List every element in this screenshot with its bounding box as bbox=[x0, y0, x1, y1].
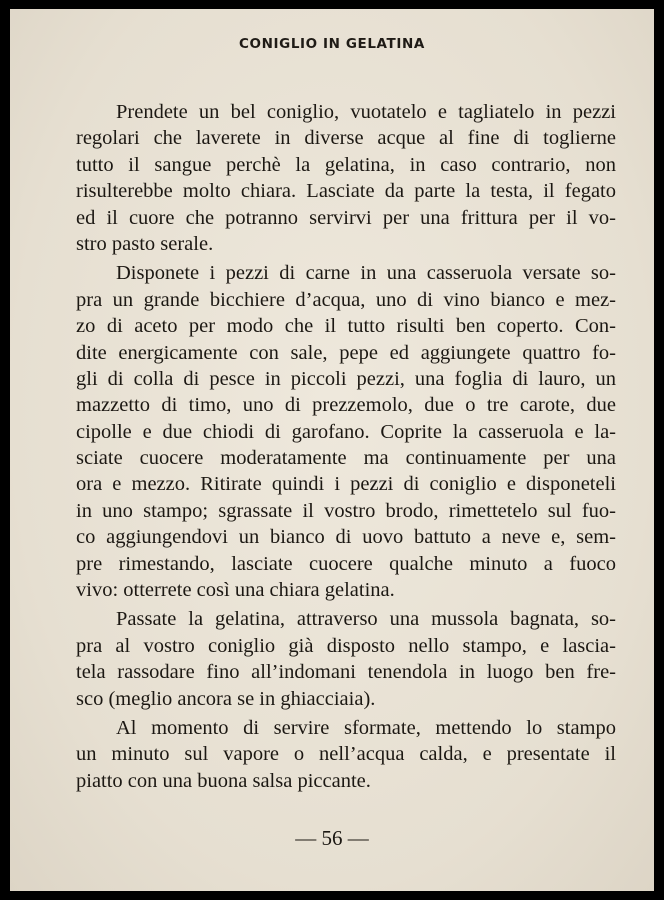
text-line: un minuto sul vapore o nell’acqua calda, e presentate il bbox=[76, 743, 616, 766]
text-line: ed il cuore che potranno servirvi per una frittura per il vo- bbox=[76, 206, 616, 229]
text-line: ora e mezzo. Ritirate quindi i pezzi di coniglio e disponeteli bbox=[76, 473, 616, 496]
book-page bbox=[10, 9, 654, 891]
text-line: Al momento di servire sformate, mettendo lo stampo bbox=[116, 716, 616, 739]
text-line: mazzetto di timo, uno di prezzemolo, due o tre carote, due bbox=[76, 394, 616, 417]
paragraph-3 bbox=[76, 606, 616, 712]
text-line: Disponete i pezzi di carne in una casseruola versate so- bbox=[116, 262, 616, 285]
text-line: sciate cuocere moderatamente ma continuamente per una bbox=[76, 447, 616, 470]
paragraph-2 bbox=[76, 260, 616, 603]
text-line: pra al vostro coniglio già disposto nello stampo, e lascia- bbox=[76, 634, 616, 657]
page-number: — 56 — bbox=[295, 826, 369, 850]
recipe-text bbox=[76, 99, 616, 797]
text-line: regolari che laverete in diverse acque al fine di toglierne bbox=[76, 127, 616, 150]
text-line: in uno stampo; sgrassate il vostro brodo, rimettetelo sul fuo- bbox=[76, 499, 616, 522]
text-line: gli di colla di pesce in piccoli pezzi, una foglia di lauro, un bbox=[76, 367, 616, 390]
text-line: cipolle e due chiodi di garofano. Coprite la casseruola e la- bbox=[76, 420, 616, 443]
text-line: zo di aceto per modo che il tutto risulti ben coperto. Con- bbox=[76, 315, 616, 338]
paragraph-4 bbox=[76, 715, 616, 794]
text-line: stro pasto serale. bbox=[76, 232, 214, 255]
text-line: dite energicamente con sale, pepe ed aggiungete quattro fo- bbox=[76, 341, 616, 364]
text-line: piatto con una buona salsa piccante. bbox=[76, 769, 371, 792]
text-line: tela rassodare fino all’indomani tenendola in luogo ben fre- bbox=[76, 661, 616, 684]
text-line: co aggiungendovi un bianco di uovo battuto a neve e, sem- bbox=[76, 526, 616, 549]
text-line: Prendete un bel coniglio, vuotatelo e tagliatelo in pezzi bbox=[116, 101, 616, 123]
text-line: risulterebbe molto chiara. Lasciate da parte la testa, il fegato bbox=[76, 180, 616, 203]
text-line: Passate la gelatina, attraverso una mussola bagnata, so- bbox=[116, 608, 616, 631]
text-line: pre rimestando, lasciate cuocere qualche minuto a fuoco bbox=[76, 552, 616, 575]
text-line: vivo: otterrete così una chiara gelatina. bbox=[76, 579, 395, 602]
text-line: pra un grande bicchiere d’acqua, uno di vino bianco e mez- bbox=[76, 288, 616, 311]
paragraph-1 bbox=[76, 99, 616, 257]
text-line: tutto il sangue perchè la gelatina, in caso contrario, non bbox=[76, 153, 616, 176]
page-title: CONIGLIO IN GELATINA bbox=[239, 36, 425, 52]
text-line: sco (meglio ancora se in ghiacciaia). bbox=[76, 687, 376, 710]
